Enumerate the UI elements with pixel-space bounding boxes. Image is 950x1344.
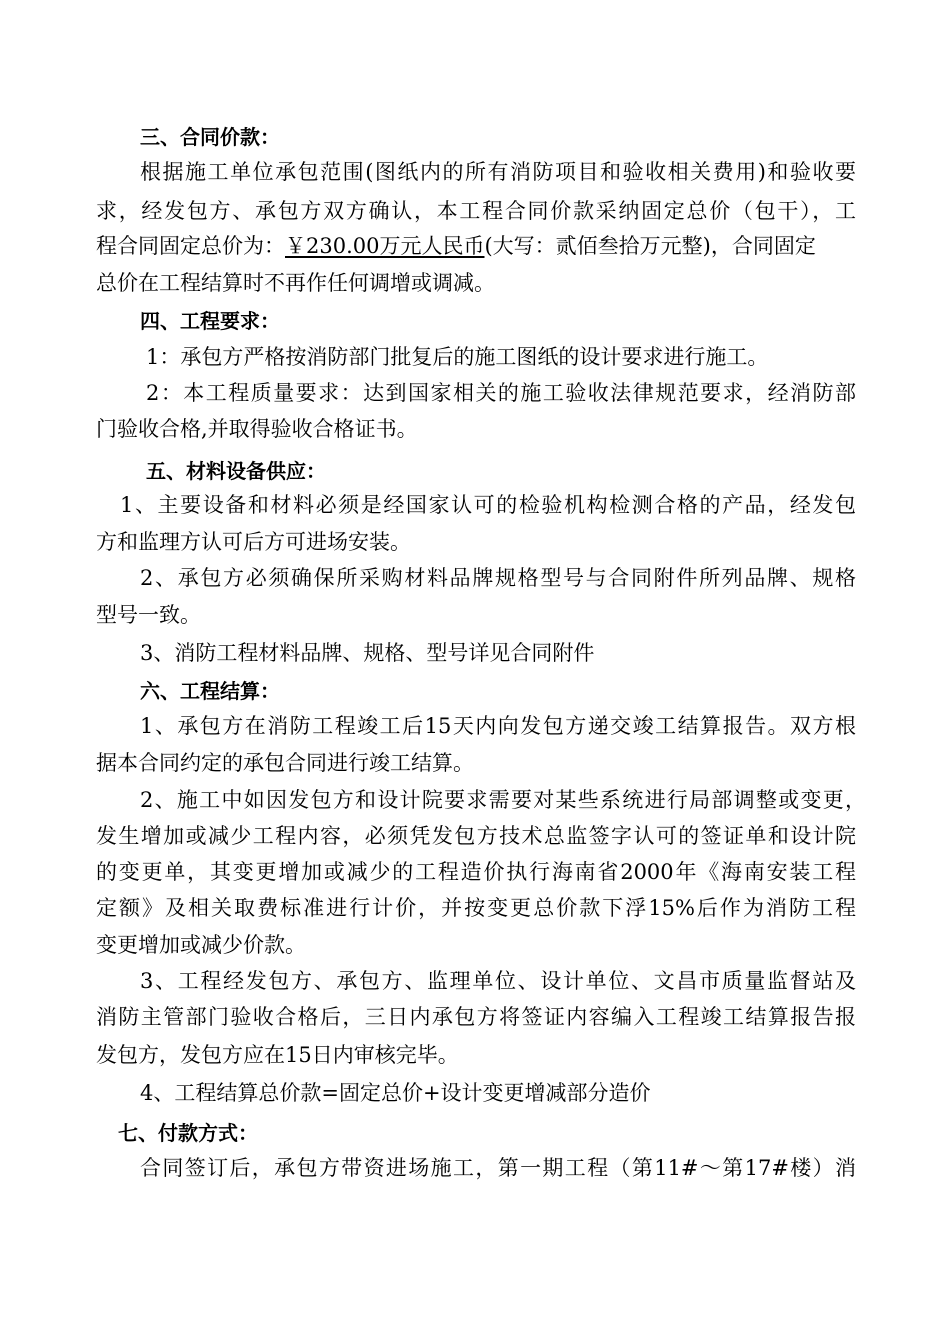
price-label: 程合同固定总价为： bbox=[96, 234, 285, 258]
section-6-item-4: 4、工程结算总价款=固定总价+设计变更增减部分造价 bbox=[140, 1081, 651, 1105]
section-6-item-1-line: 据本合同约定的承包合同进行竣工结算。 bbox=[96, 751, 474, 775]
section-6-item-3-line: 3、工程经发包方、承包方、监理单位、设计单位、文昌市质量监督站及 bbox=[140, 969, 856, 993]
section-3-paragraph-line bbox=[96, 231, 856, 261]
section-3-paragraph-line: 根据施工单位承包范围(图纸内的所有消防项目和验收相关费用)和验收要 bbox=[140, 160, 856, 184]
section-6-item-2-line: 发生增加或减少工程内容，必须凭发包方技术总监签字认可的签证单和设计院 bbox=[96, 824, 856, 848]
section-6-item-2-line: 的变更单，其变更增加或减少的工程造价执行海南省2000年《海南安装工程 bbox=[96, 860, 856, 884]
section-5-item-1-line: 1、主要设备和材料必须是经国家认可的检验机构检测合格的产品，经发包 bbox=[120, 493, 856, 517]
section-5-heading: 五、材料设备供应： bbox=[146, 459, 326, 483]
section-5-item-3: 3、消防工程材料品牌、规格、型号详见合同附件 bbox=[140, 641, 595, 665]
section-6-heading: 六、工程结算： bbox=[140, 679, 280, 703]
section-4-heading: 四、工程要求： bbox=[140, 309, 280, 333]
section-5-item-2-line: 2、承包方必须确保所采购材料品牌规格型号与合同附件所列品牌、规格 bbox=[140, 566, 856, 590]
section-4-item-2-line: 2：本工程质量要求：达到国家相关的施工验收法律规范要求，经消防部 bbox=[146, 381, 856, 405]
section-5-item-2-line: 型号一致。 bbox=[96, 603, 201, 627]
contract-price: ￥230.00万元人民币 bbox=[285, 234, 485, 258]
section-3-heading: 三、合同价款： bbox=[140, 125, 280, 149]
price-capital: (大写：贰佰叁拾万元整)，合同固定 bbox=[484, 234, 816, 258]
section-6-item-3-line: 发包方，发包方应在15日内审核完毕。 bbox=[96, 1043, 459, 1067]
section-6-item-3-line: 消防主管部门验收合格后，三日内承包方将签证内容编入工程竣工结算报告报 bbox=[96, 1005, 856, 1029]
section-3-paragraph-line: 总价在工程结算时不再作任何调增或调减。 bbox=[96, 271, 495, 295]
section-3-paragraph-line: 求，经发包方、承包方双方确认，本工程合同价款采纳固定总价（包干），工 bbox=[96, 199, 856, 223]
section-7-heading: 七、付款方式： bbox=[118, 1121, 258, 1145]
section-6-item-2-line: 变更增加或减少价款。 bbox=[96, 933, 306, 957]
section-6-item-2-line: 2、施工中如因发包方和设计院要求需要对某些系统进行局部调整或变更， bbox=[140, 788, 866, 812]
section-7-paragraph-line: 合同签订后，承包方带资进场施工，第一期工程（第11#～第17#楼）消 bbox=[140, 1156, 856, 1180]
section-4-item-2-line: 门验收合格,并取得验收合格证书。 bbox=[96, 417, 418, 441]
section-5-item-1-line: 方和监理方认可后方可进场安装。 bbox=[96, 530, 411, 554]
section-6-item-2-line: 定额》及相关取费标准进行计价，并按变更总价款下浮15%后作为消防工程 bbox=[96, 896, 856, 920]
section-4-item-1: 1：承包方严格按消防部门批复后的施工图纸的设计要求进行施工。 bbox=[146, 345, 769, 369]
section-6-item-1-line: 1、承包方在消防工程竣工后15天内向发包方递交竣工结算报告。双方根 bbox=[140, 714, 856, 738]
